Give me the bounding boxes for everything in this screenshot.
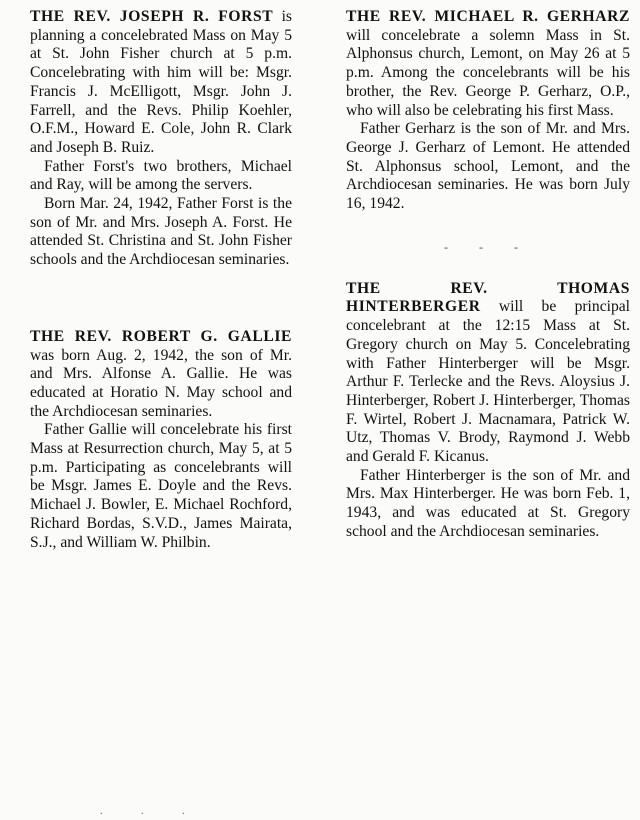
- column-spacer: [346, 214, 630, 236]
- hinterberger-paragraph-1: [346, 280, 630, 467]
- forst-paragraph-2: Father Forst's two brothers, Michael and Ray, will be among the servers.: [30, 157, 292, 194]
- hinterberger-text-1: will be principal concelebrant at the 12:15 Mass at St. Gregory church on May 5. Concelebrating with Father Hinterberger will be Msgr. Arthur F. Terlecke and the Revs. Aloysius J. Hinterberger, Robert J. Hinterberger, Thomas F. Wirtel, Robert J. Macnamara, Patrick W. Utz, Thomas V. Brody, Raymond J. Webb and Gerald F. Kicanus.: [346, 298, 630, 466]
- right-column: [346, 8, 630, 542]
- gerharz-paragraph-2: Father Gerharz is the son of Mr. and Mrs. George J. Gerharz of Lemont. He attended St. Alphonsus school, Lemont, and the Archdiocesan seminaries. He was born July 16, 1942.: [346, 120, 630, 213]
- article-gallie: [30, 328, 292, 552]
- hinterberger-name: THE REV. THOMAS HINTERBERGER: [346, 279, 630, 316]
- article-gerharz: [346, 8, 630, 214]
- article-hinterberger: [346, 280, 630, 542]
- article-forst: [30, 8, 292, 270]
- left-column: [30, 8, 292, 552]
- gallie-paragraph-1: [30, 328, 292, 422]
- hinterberger-paragraph-2: Father Hinterberger is the son of Mr. and Mrs. Max Hinterberger. He was born Feb. 1, 1943, and was educated at St. Gregory school and the Archdiocesan seminaries.: [346, 466, 630, 540]
- forst-name: THE REV. JOSEPH R. FORST: [30, 8, 274, 25]
- column-spacer: [346, 258, 630, 280]
- gerharz-name: THE REV. MICHAEL R. GERHARZ: [346, 8, 630, 25]
- forst-text-1: is planning a concelebrated Mass on May 5 at St. John Fisher church at 5 p.m. Concelebrating with him will be: Msgr. Francis J. McElligott, Msgr. John J. Farrell, and the Revs. Philip Koehler, O.F.M., Howard E. Cole, John R. Clark and Joseph B. Ruiz.: [30, 8, 292, 156]
- forst-paragraph-1: [30, 8, 292, 158]
- section-divider-dots: - - -: [444, 239, 532, 254]
- gallie-text-1: was born Aug. 2, 1942, the son of Mr. and Mrs. Alfonse A. Gallie. He was educated at Horatio N. May school and the Archdiocesan seminaries.: [30, 346, 292, 420]
- gallie-paragraph-2: Father Gallie will concelebrate his first Mass at Resurrection church, May 5, at 5 p.m. Participating as concelebrants will be Msgr. James E. Doyle and the Revs. Michael J. Bowler, E. Michael Rochford, Richard Bordas, S.V.D., James Mairata, S.J., and William W. Philbin.: [30, 421, 292, 551]
- gallie-name: THE REV. ROBERT G. GALLIE: [30, 327, 292, 345]
- gerharz-text-1: will concelebrate a solemn Mass in St. Alphonsus church, Lemont, on May 26 at 5 p.m. Among the concelebrants will be his brother, the Rev. George P. Gerharz, O.P., who will also be celebrating his first Mass.: [346, 26, 630, 119]
- forst-paragraph-3: Born Mar. 24, 1942, Father Forst is the son of Mr. and Mrs. Joseph A. Forst. He attended St. Christina and St. John Fisher schools and the Archdiocesan seminaries.: [30, 195, 292, 269]
- bottom-divider-dots: . . .: [100, 806, 203, 817]
- column-spacer: [30, 270, 292, 328]
- gerharz-paragraph-1: [346, 8, 630, 120]
